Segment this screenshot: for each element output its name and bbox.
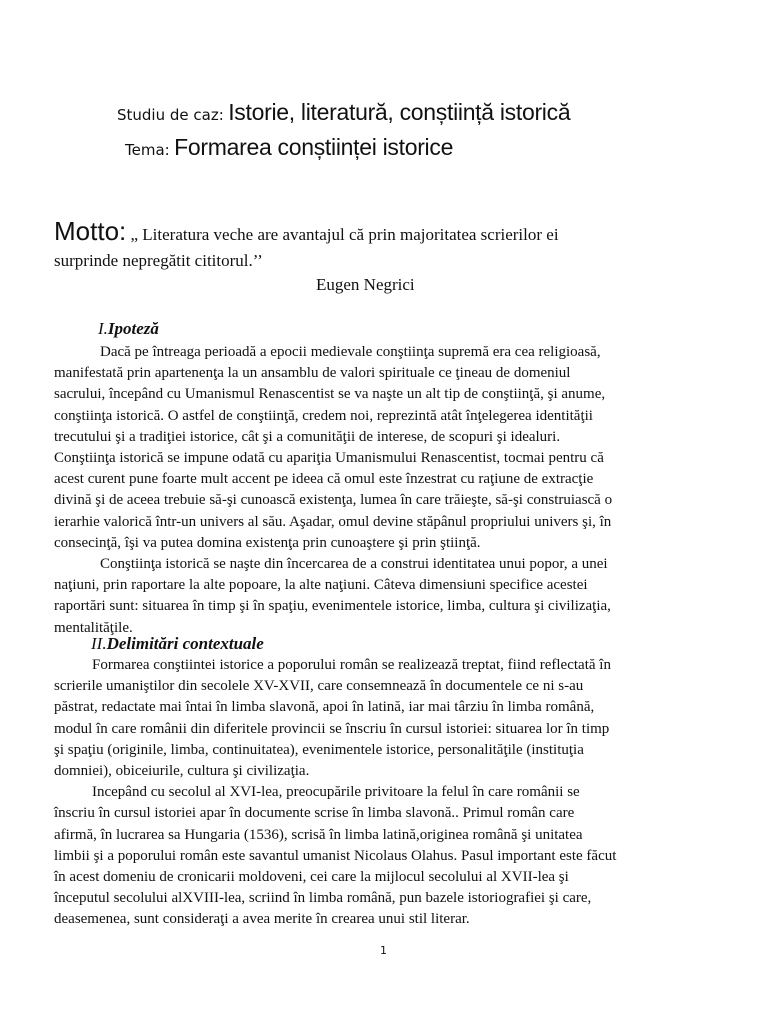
paragraph-line: Incepând cu secolul al XVI-lea, preocupările privitoare la felul în care românii se <box>92 784 580 801</box>
paragraph-line: consecinţă, îşi va putea domina existenţa prin cunoaştere şi prin ştiinţă. <box>54 534 481 551</box>
paragraph-line: şi spaţiu (originile, limba, continuitatea), evenimentele istorice, personalităţile (instituţia <box>54 741 584 758</box>
section-body-hypothesis <box>54 342 714 639</box>
paragraph-line: începutul secolului alXVIII-lea, scriind în limba română, pun bazele istoriografiei şi care, <box>54 890 592 907</box>
paragraph-line: sacrului, începând cu Umanismul Renascentist se va naşte un alt tip de conştiinţă, şi anume, <box>54 386 606 403</box>
paragraph-line: conştiinţa istorică. O astfel de conştiinţă, credem noi, reprezintă atât înţelegerea identităţii <box>54 407 593 424</box>
section-title: Ipoteză <box>107 319 159 338</box>
paragraph-line: naţiuni, prin raportare la alte popoare, la alte naţiuni. Câteva dimensiuni specifice acestei <box>54 577 588 594</box>
paragraph-line: Formarea conştiintei istorice a poporului român se realizează treptat, fiind reflectată în <box>92 657 611 673</box>
paragraph-line: manifestată prin apartenenţa la un ansamblu de valori spirituale ce ţineau de domeniul <box>54 365 571 382</box>
section-heading-hypothesis <box>98 319 159 339</box>
paragraph-line: divină şi de aceea trebuie să-şi cunoască existenţa, lumea în care trăieşte, să-şi construiască o <box>54 492 613 509</box>
study-title: Istorie, literatură, conștiință istorică <box>228 99 571 125</box>
page-number: 1 <box>380 944 387 957</box>
motto-author: Eugen Negrici <box>316 275 415 294</box>
paragraph-line: înscriu în cursul istoriei apar în documente scrise în limba slavonă.. Primul român care <box>54 805 575 822</box>
study-title-line <box>117 99 570 126</box>
paragraph-line: trecutului şi a tradiţiei istorice, cât şi a comunităţii de interese, de scopuri şi idealuri. <box>54 428 561 445</box>
paragraph-line: ierarhie valorică într-un univers al său. Aşadar, omul devine stăpânul propriului univers şi, în <box>54 513 612 530</box>
section-title: Delimitări contextuale <box>106 634 264 653</box>
motto-label: Motto: <box>54 216 127 246</box>
paragraph-line: acest curent pune foarte mult accent pe ideea că omul este înzestrat cu raţiune de extracţie <box>54 471 594 488</box>
section-body-context <box>54 655 714 931</box>
paragraph-line: Dacă pe întreaga perioadă a epocii medievale conştiinţa supremă era cea religioasă, <box>100 344 601 360</box>
paragraph-line: mentalităţile. <box>54 619 133 636</box>
section-number: II. <box>91 634 107 653</box>
motto-first-row <box>54 218 744 248</box>
paragraph-line: domniei), obiceiurile, cultura şi civilizaţia. <box>54 763 310 780</box>
theme-title: Formarea conștiinței istorice <box>174 134 454 160</box>
paragraph-line: Conştiinţa istorică se impune odată cu apariţia Umanismului Renascentist, tocmai pentru că <box>54 450 604 467</box>
paragraph-line: deasemenea, sunt consideraţi a avea merite în crearea unui stil literar. <box>54 911 470 928</box>
theme-label: Tema: <box>125 141 170 159</box>
study-label: Studiu de caz: <box>117 106 224 124</box>
paragraph-line: scrierile umaniştilor din secolele XV-XVII, care consemnează în documentele ce ni s-au <box>54 678 584 695</box>
section-number: I. <box>98 319 108 338</box>
motto-quote-line-1: „ Literatura veche are avantajul că prin majoritatea scrierilor ei <box>126 225 559 244</box>
paragraph-line: limbii şi a poporului român este savantul umanist Nicolaus Olahus. Pasul important este făcut <box>54 847 617 864</box>
paragraph-line: afirmă, în lucrarea sa Hungaria (1536), scrisă în limba latină,originea română şi unitatea <box>54 826 583 843</box>
motto-quote-line-2: surprinde nepregătit cititorul.’’ <box>54 251 263 270</box>
paragraph-line: Conştiinţa istorică se naşte din încercarea de a construi identitatea unui popor, a unei <box>100 556 608 573</box>
motto-block <box>54 218 744 274</box>
paragraph-line: modul în care românii din diferitele provincii se înscriu în cursul istoriei: situarea lor în timp <box>54 720 610 737</box>
section-heading-context <box>91 634 264 654</box>
theme-title-line <box>125 134 453 161</box>
paragraph-line: păstrat, redactate mai întai în limba slavonă, apoi în latină, iar mai târziu în limba română, <box>54 699 595 716</box>
paragraph-line: în acest domeniu de cronicarii moldoveni, cei care la mijlocul secolului al XVII-lea şi <box>54 869 569 886</box>
paragraph-line: raportări sunt: situarea în timp şi în spaţiu, evenimentele istorice, limba, cultura şi civilizaţia, <box>54 598 611 615</box>
